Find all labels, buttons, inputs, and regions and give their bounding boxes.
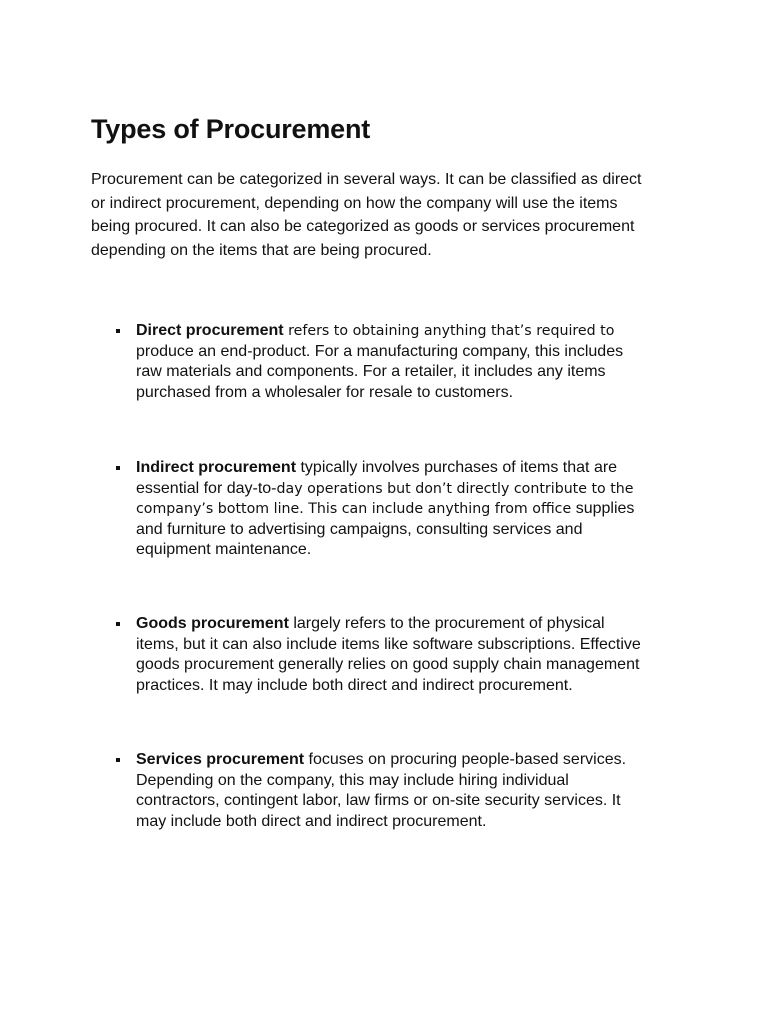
item-term: Indirect procurement [136,459,297,476]
item-description: typically involves purchases of items that are [296,459,618,476]
text-line: items, but it can also include items like software subscriptions. Effective [136,635,641,653]
text-line: raw materials and components. For a retailer, it includes any items [136,363,606,380]
text-line: Depending on the company, this may include hiring individual [136,771,569,789]
text-line: equipment maintenance. [136,541,312,558]
text-fragment: company’s bottom line. This can include anything from office [136,501,576,517]
item-description: largely refers to the procurement of physical [288,615,605,632]
item-term: Direct procurement [136,322,284,339]
intro-line: or indirect procurement, depending on how the company will use the items [91,194,618,212]
text-line: goods procurement generally relies on good supply chain management [136,656,640,673]
list-item-text [136,614,696,696]
text-line [136,499,696,520]
text-fragment: day operations but don’t directly contribute to the [276,480,634,497]
text-line: may include both direct and indirect procurement. [136,812,487,830]
bullet-square-icon [116,758,120,762]
text-line: and furniture to advertising campaigns, consulting services and [136,520,583,538]
text-line: produce an end-product. For a manufacturing company, this includes [136,342,624,360]
list-item-text [136,458,696,561]
item-description: focuses on procuring people-based services. [304,751,627,768]
text-line: purchased from a wholesaler for resale to customers. [136,383,514,401]
bullet-square-icon [116,329,120,333]
intro-line: Procurement can be categorized in several ways. It can be classified as direct [91,171,642,188]
text-line [136,750,696,771]
page-title: Types of Procurement [91,114,371,144]
intro-line: depending on the items that are being procured. [91,241,432,259]
text-fragment: essential for day-to- [136,479,277,497]
intro-line: being procured. It can also be categorized as goods or services procurement [91,218,635,235]
list-item-text [136,750,696,832]
text-line [136,458,696,479]
text-line: contractors, contingent labor, law firms or on-site security services. It [136,792,621,809]
text-line [136,321,696,342]
item-term: Services procurement [136,751,305,768]
item-description: refers to obtaining anything that’s required to [283,323,615,339]
text-fragment: supplies [575,500,635,517]
text-line [136,479,696,500]
item-term: Goods procurement [136,615,289,632]
intro-paragraph [91,168,691,262]
list-item-text [136,321,696,403]
text-line [136,614,696,635]
bullet-square-icon [116,622,120,626]
text-line: practices. It may include both direct and indirect procurement. [136,676,573,694]
bullet-square-icon [116,466,120,470]
